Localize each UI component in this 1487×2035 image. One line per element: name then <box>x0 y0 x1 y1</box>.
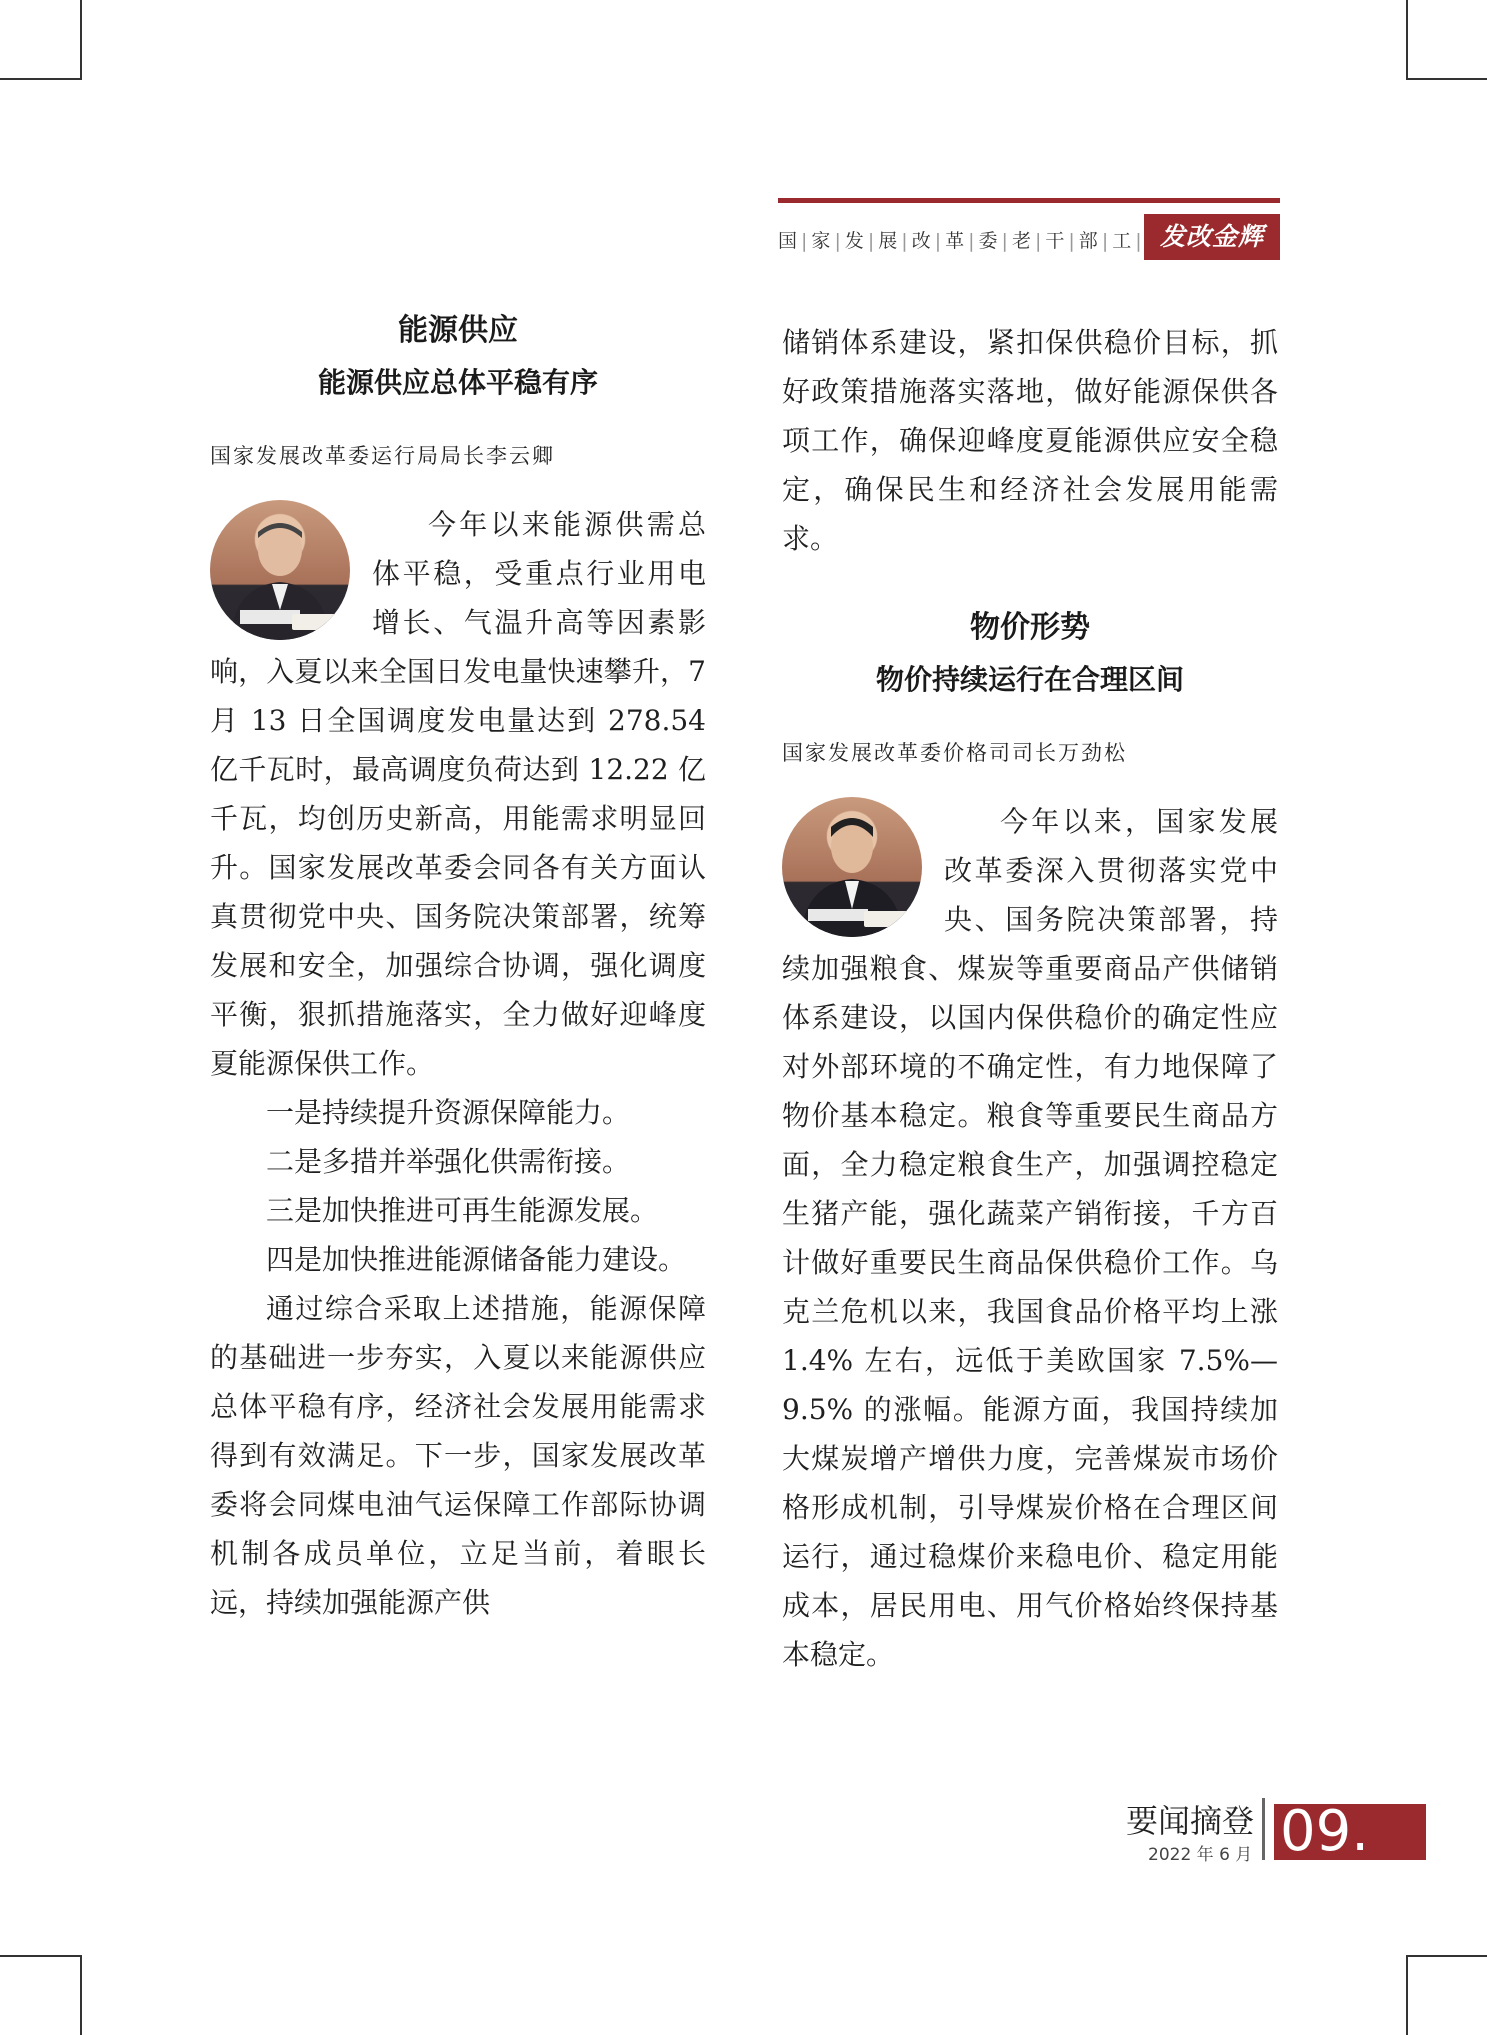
crop-mark <box>0 1955 82 1957</box>
nav-separator: | <box>1034 230 1043 252</box>
name-card <box>292 614 340 630</box>
crop-mark <box>80 0 82 80</box>
section-title-prices: 物价形势 <box>970 610 1090 645</box>
nav-char: 工 <box>1112 230 1133 252</box>
crop-mark <box>80 1955 82 2035</box>
paragraph: 今年以来，国家发展改革委深入贯彻落实党中央、国务院决策部署，持续加强粮食、煤炭等重要商品产供储销体系建设，以国内保供稳价的确定性应对外部环境的不确定性，有力地保障了物价基本稳定。粮食等重要民生商品方面，全力稳定粮食生产，加强调控稳定生猪产能，强化蔬菜产销衔接，千方百计做好重要民生商品保供稳价工作。乌克兰危机以来，我国食品价格平均上涨 1.4% 左右，远低于美欧国家 7.5%—9.5% 的涨幅。能源方面，我国持续加大煤炭增产增供力度，完善煤炭市场价格形成机制，引导煤炭价格在合理区间运行，通过稳煤价来稳电价、稳定用能成本，居民用电、用气价格始终保持基本稳定。 <box>782 805 1278 1671</box>
nav-separator: | <box>801 230 809 252</box>
paragraph: 通过综合采取上述措施，能源保障的基础进一步夯实，入夏以来能源供应总体平稳有序，经济社会发展用能需求得到有效满足。下一步，国家发展改革委将会同煤电油气运保障工作部际协调机制各成员单位，立足当前，着眼长远，持续加强能源产供 <box>210 1292 706 1619</box>
nav-char: 老 <box>1011 230 1032 252</box>
name-card <box>864 911 912 927</box>
nav-char: 干 <box>1045 230 1066 252</box>
subtitle-prices: 物价持续运行在合理区间 <box>875 663 1184 696</box>
footer-divider <box>1262 1798 1265 1860</box>
nav-char: 委 <box>978 230 999 252</box>
crop-mark <box>1406 1955 1487 1957</box>
page-number: 09. <box>1274 1804 1426 1860</box>
crop-mark <box>0 78 82 80</box>
footer-column-title: 要闻摘登 <box>1126 1802 1255 1840</box>
nav-separator: | <box>901 230 909 252</box>
left-column <box>210 310 706 1627</box>
nav-char: 发 <box>844 230 865 252</box>
paragraph: 二是多措并举强化供需衔接。 <box>266 1145 631 1178</box>
subtitle-energy: 能源供应总体平稳有序 <box>317 366 598 399</box>
byline-energy: 国家发展改革委运行局局长李云卿 <box>210 444 555 468</box>
nav-separator: | <box>934 230 943 252</box>
nav-char: 国 <box>778 230 799 252</box>
byline-prices: 国家发展改革委价格司司长万劲松 <box>782 741 1127 765</box>
nav-char: 部 <box>1078 230 1099 252</box>
paragraph: 三是加快推进可再生能源发展。 <box>266 1194 659 1227</box>
paragraph: 一是持续提升资源保障能力。 <box>266 1096 631 1129</box>
paragraph-continuation: 储销体系建设，紧扣保供稳价目标，抓好政策措施落实落地，做好能源保供各项工作，确保迎峰度夏能源供应安全稳定，确保民生和经济社会发展用能需求。 <box>782 326 1278 555</box>
nav-separator: | <box>867 230 876 252</box>
brand-logo: 发改金辉 <box>1144 214 1280 260</box>
section-title-energy: 能源供应 <box>398 313 518 348</box>
paragraph: 今年以来能源供需总体平稳，受重点行业用电增长、气温升高等因素影响，入夏以来全国日发电量快速攀升，7 月 13 日全国调度发电量达到 278.54 亿千瓦时，最高调度负荷达到 12.22 亿千瓦，均创历史新高，用能需求明显回升。国家发展改革委会同各有关方面认真贯彻党中央、国务院决策部署，统筹发展和安全，加强综合协调，强化调度平衡，狠抓措施落实，全力做好迎峰度夏能源保供工作。 <box>210 508 706 1080</box>
portrait-photo <box>210 500 350 640</box>
nav-char: 革 <box>945 230 966 252</box>
nav-separator: | <box>968 230 976 252</box>
nav-separator: | <box>1101 230 1110 252</box>
right-column <box>782 318 1278 1679</box>
nav-char: 家 <box>811 230 832 252</box>
nav-separator: | <box>1001 230 1009 252</box>
crop-mark <box>1406 0 1408 80</box>
crop-mark <box>1406 78 1487 80</box>
nav-separator: | <box>1068 230 1076 252</box>
portrait-photo <box>782 797 922 937</box>
nav-separator: | <box>1135 230 1143 252</box>
paragraph: 四是加快推进能源储备能力建设。 <box>266 1243 687 1276</box>
nav-separator: | <box>834 230 842 252</box>
nav-char: 展 <box>878 230 899 252</box>
header-rule <box>778 198 1280 203</box>
header-nav <box>778 226 1166 253</box>
footer-date: 2022 年 6 月 <box>1148 1845 1253 1865</box>
crop-mark <box>1406 1955 1408 2035</box>
nav-char: 改 <box>911 230 932 252</box>
